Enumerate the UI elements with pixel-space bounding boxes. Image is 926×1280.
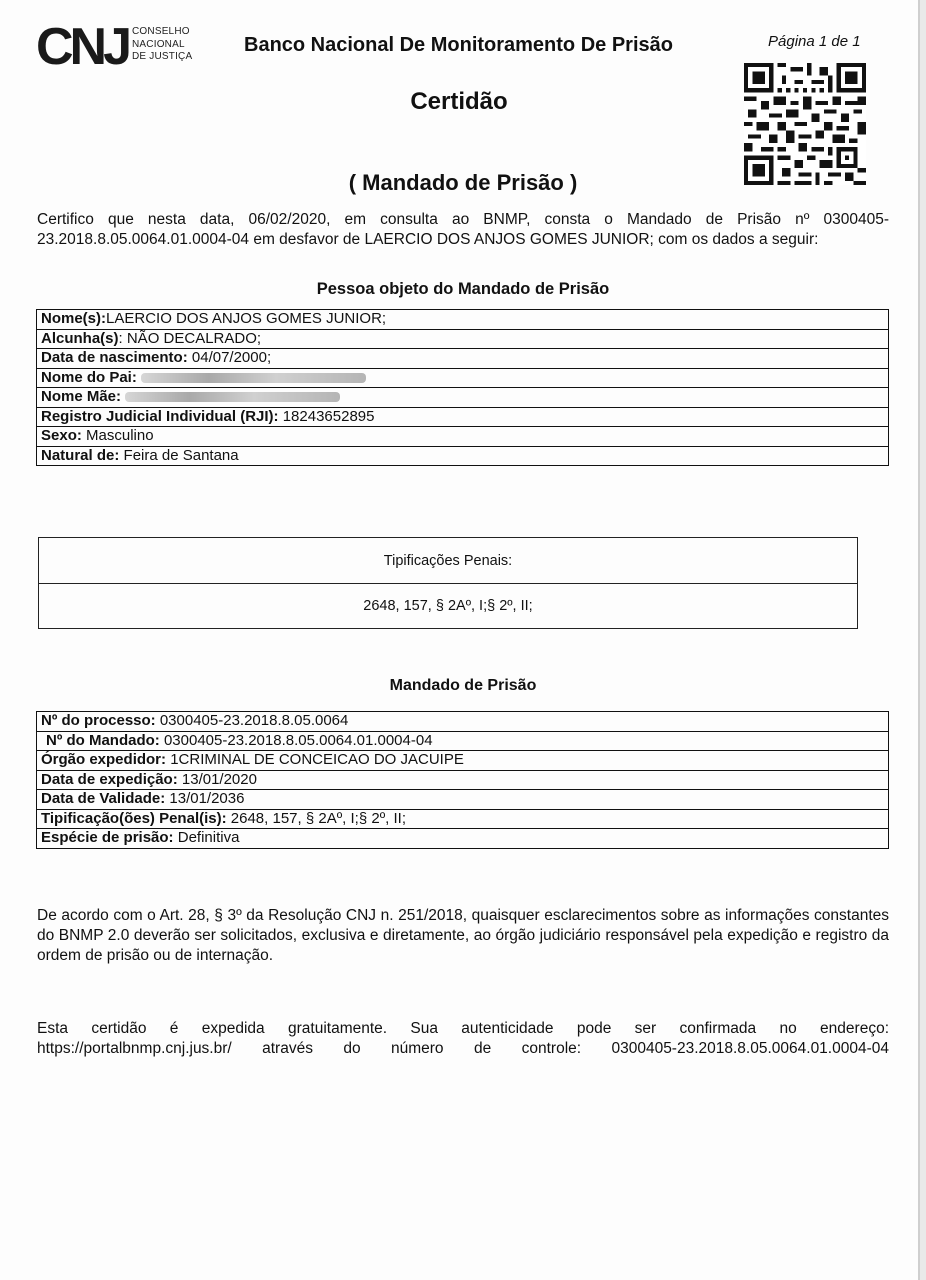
warrant-section-title: Mandado de Prisão xyxy=(389,677,537,694)
row-label: Órgão expedidor: xyxy=(41,751,167,769)
table-row xyxy=(37,427,889,447)
table-row xyxy=(37,407,889,427)
row-value: : NÃO DECALRADO; xyxy=(118,329,262,347)
row-value: 0300405-23.2018.8.05.0064 xyxy=(155,712,349,730)
page-number: Página 1 de 1 xyxy=(768,33,861,50)
table-row xyxy=(37,829,889,849)
penal-classifications-box xyxy=(38,537,858,629)
header-title: Banco Nacional De Monitoramento De Prisão xyxy=(244,34,673,56)
org-line: NACIONAL xyxy=(132,38,185,50)
row-label: Natural de: xyxy=(41,446,120,464)
row-value: 13/01/2020 xyxy=(177,770,257,788)
person-table xyxy=(36,309,889,466)
row-label: Alcunha(s) xyxy=(41,329,119,347)
row-label: Nº do Mandado: xyxy=(46,731,160,749)
qr-code xyxy=(744,63,866,185)
warrant-table xyxy=(36,711,889,849)
row-value: 2648, 157, § 2Aº, I;§ 2º, II; xyxy=(226,809,407,827)
row-value: 04/07/2000; xyxy=(187,349,272,367)
row-value: Masculino xyxy=(81,427,154,445)
clarification-notice: De acordo com o Art. 28, § 3º da Resolução CNJ n. 251/2018, quaisquer esclarecimentos sobre as informações constantes do BNMP 2.0 deverão ser solicitados, exclusiva e diretamente, ao órgão judiciário responsável pela expedição e registro da ordem de prisão ou de internação. xyxy=(37,907,889,964)
certification-intro: Certifico que nesta data, 06/02/2020, em consulta ao BNMP, consta o Mandado de Prisão nº 0300405-23.2018.8.05.0064.01.0004-04 em desfavor de LAERCIO DOS ANJOS GOMES JUNIOR; com os dados a seguir: xyxy=(37,211,889,248)
row-label: Nome(s): xyxy=(41,310,107,328)
table-row xyxy=(37,310,889,330)
table-row xyxy=(37,809,889,829)
row-label: Nome Mãe: xyxy=(41,388,122,406)
person-section-title: Pessoa objeto do Mandado de Prisão xyxy=(316,280,610,298)
table-row xyxy=(37,368,889,388)
cnj-logo xyxy=(36,18,196,76)
org-line: CONSELHO xyxy=(132,26,190,37)
document-title: Certidão xyxy=(410,88,508,115)
penal-classifications-value: 2648, 157, § 2Aº, I;§ 2º, II; xyxy=(363,598,533,614)
row-value: 0300405-23.2018.8.05.0064.01.0004-04 xyxy=(159,731,433,749)
row-label: Data de nascimento: xyxy=(41,349,188,367)
table-row xyxy=(37,329,889,349)
table-row xyxy=(37,790,889,810)
row-label: Nº do processo: xyxy=(41,712,156,730)
row-label: Registro Judicial Individual (RJI): xyxy=(41,407,279,425)
table-row xyxy=(37,446,889,466)
cnj-logo-mark: CNJ xyxy=(36,18,129,76)
cnj-org-name xyxy=(132,26,192,64)
row-value: LAERCIO DOS ANJOS GOMES JUNIOR; xyxy=(106,310,387,328)
row-label: Nome do Pai: xyxy=(41,368,137,386)
redacted-field xyxy=(125,392,340,402)
table-row xyxy=(37,712,889,732)
row-value: Definitiva xyxy=(173,829,240,847)
penal-classifications-header: Tipificações Penais: xyxy=(39,538,857,584)
certificate-authenticity xyxy=(37,1019,889,1059)
table-row xyxy=(37,770,889,790)
table-row xyxy=(37,388,889,408)
row-label: Espécie de prisão: xyxy=(41,829,174,847)
authenticity-line: Esta certidão é expedida gratuitamente. Sua autenticidade pode ser confirmada no endereço: xyxy=(37,1020,889,1037)
table-row xyxy=(37,751,889,771)
document-subtitle: ( Mandado de Prisão ) xyxy=(348,170,578,195)
row-value: 18243652895 xyxy=(278,407,375,425)
row-label: Tipificação(ões) Penal(is): xyxy=(41,809,227,827)
table-row xyxy=(37,349,889,369)
org-line: DE JUSTIÇA xyxy=(132,51,193,62)
redacted-field xyxy=(141,373,366,383)
row-label: Data de expedição: xyxy=(41,770,178,788)
row-value: Feira de Santana xyxy=(119,446,239,464)
table-row xyxy=(37,731,889,751)
row-label: Sexo: xyxy=(41,427,82,445)
row-label: Data de Validade: xyxy=(41,790,166,808)
authenticity-line: https://portalbnmp.cnj.jus.br/ através do número de controle: 0300405-23.2018.8.05.0064.01.0004-04 xyxy=(37,1040,889,1057)
row-value: 1CRIMINAL DE CONCEICAO DO JACUIPE xyxy=(166,751,464,769)
row-value: 13/01/2036 xyxy=(165,790,245,808)
